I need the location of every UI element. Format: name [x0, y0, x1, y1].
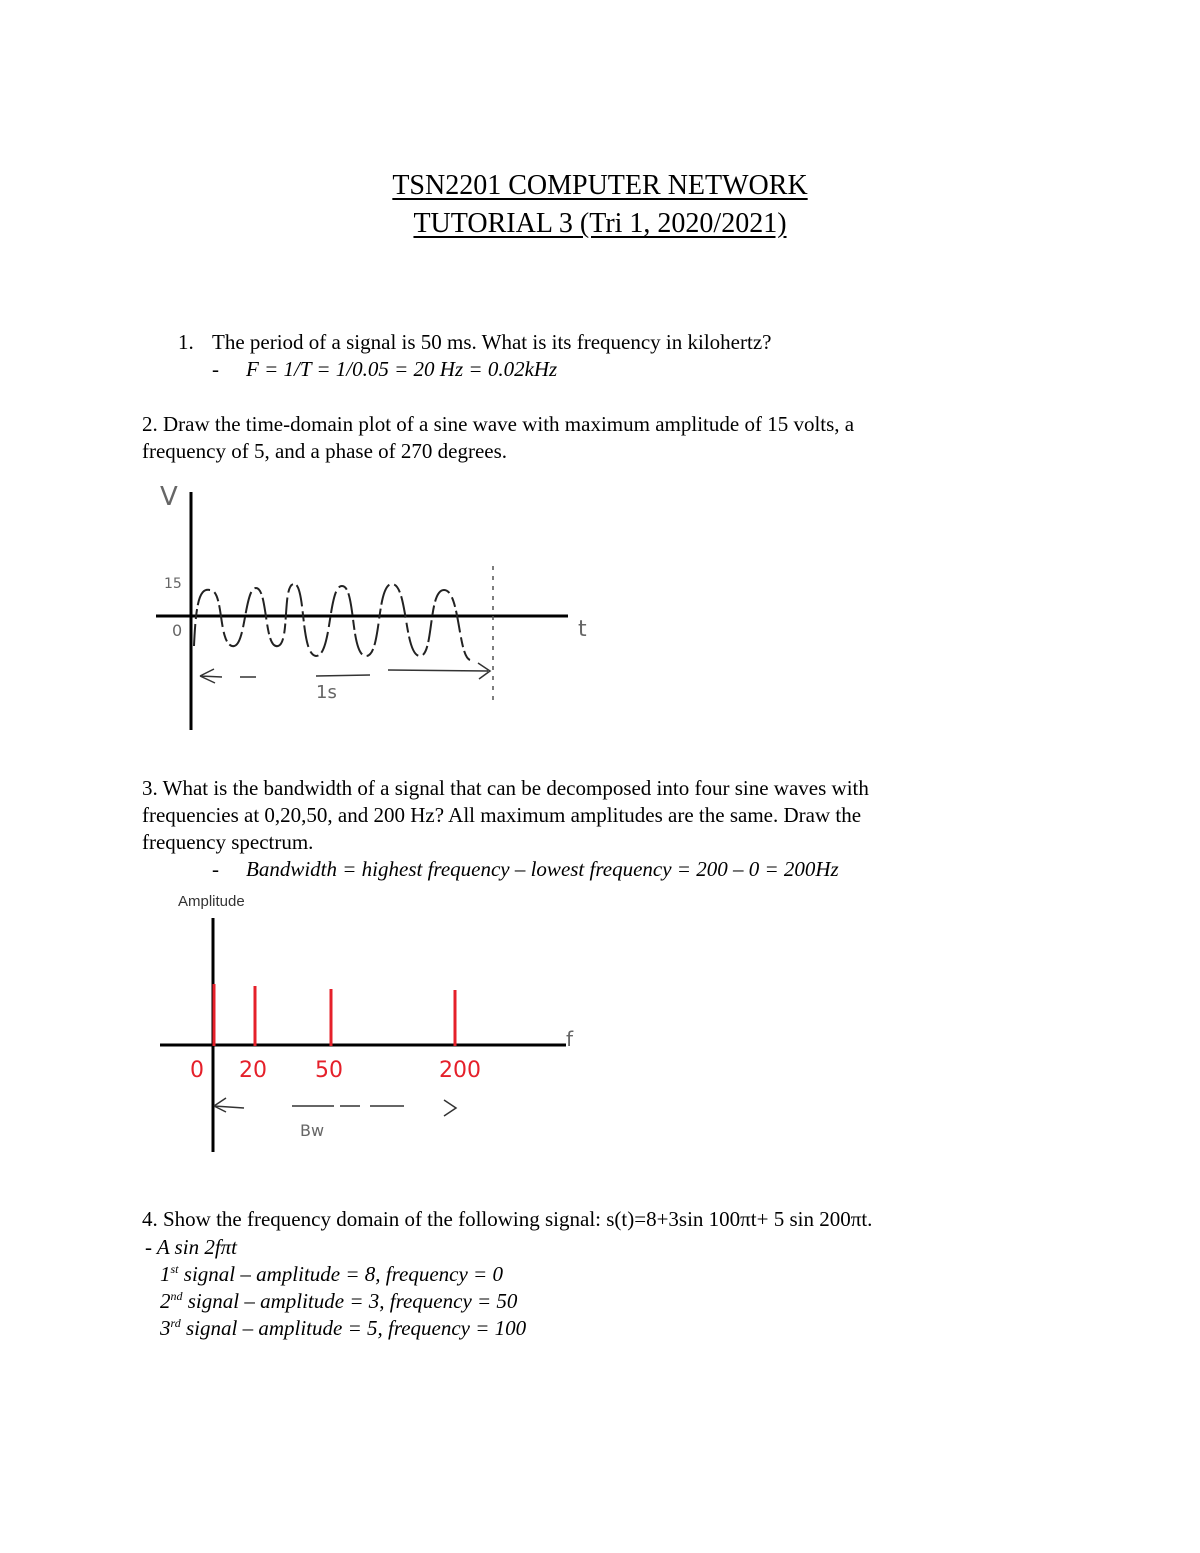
q3-bw-arrow: [214, 1098, 456, 1116]
q3-tick-label: 200: [439, 1058, 481, 1083]
q4-answer-item: 1st signal – amplitude = 8, frequency = 0: [160, 1262, 503, 1286]
q4-answer-item: 3rd signal – amplitude = 5, frequency = 100: [160, 1316, 527, 1340]
page-subtitle: TUTORIAL 3 (Tri 1, 2020/2021): [413, 208, 787, 239]
q3-tick-label: 0: [190, 1058, 204, 1083]
q1-answer-dash: -: [212, 357, 219, 381]
q2-text-line1: 2. Draw the time-domain plot of a sine wave with maximum amplitude of 15 volts, a: [142, 412, 855, 436]
q3-amplitude-label: Amplitude: [178, 893, 245, 910]
q4-text-line1: 4. Show the frequency domain of the following signal: s(t)=8+3sin 100πt+ 5 sin 200πt.: [142, 1207, 873, 1231]
q3-answer-dash: -: [212, 857, 219, 881]
q1-answer: F = 1/T = 1/0.05 = 20 Hz = 0.02kHz: [246, 357, 558, 381]
q2-v-label: V: [160, 482, 178, 512]
q2-text-line2: frequency of 5, and a phase of 270 degrees.: [142, 439, 508, 463]
q3-tick-label: 20: [239, 1058, 267, 1083]
q4-answer-item: 2nd signal – amplitude = 3, frequency = 50: [160, 1289, 518, 1313]
q2-t-label: t: [578, 617, 587, 642]
q3-bw-label: Bw: [300, 1121, 325, 1140]
q3-f-label: f: [566, 1027, 574, 1051]
page-title: TSN2201 COMPUTER NETWORK: [392, 170, 808, 201]
q4-formula: - A sin 2fπt: [145, 1235, 238, 1259]
q1-number: 1.: [178, 330, 194, 354]
q3-answer: Bandwidth = highest frequency – lowest frequency = 200 – 0 = 200Hz: [246, 857, 839, 881]
q2-span-label: 1s: [316, 682, 337, 703]
q3-text-line3: frequency spectrum.: [142, 830, 314, 854]
q2-zero-label: 0: [172, 621, 183, 640]
q3-tick-label: 50: [315, 1058, 343, 1083]
q3-text-line1: 3. What is the bandwidth of a signal that can be decomposed into four sine waves with: [142, 776, 869, 800]
q1-text: The period of a signal is 50 ms. What is its frequency in kilohertz?: [212, 330, 772, 354]
q2-peak-label: 15: [164, 576, 182, 592]
q3-text-line2: frequencies at 0,20,50, and 200 Hz? All maximum amplitudes are the same. Draw the: [142, 803, 862, 827]
